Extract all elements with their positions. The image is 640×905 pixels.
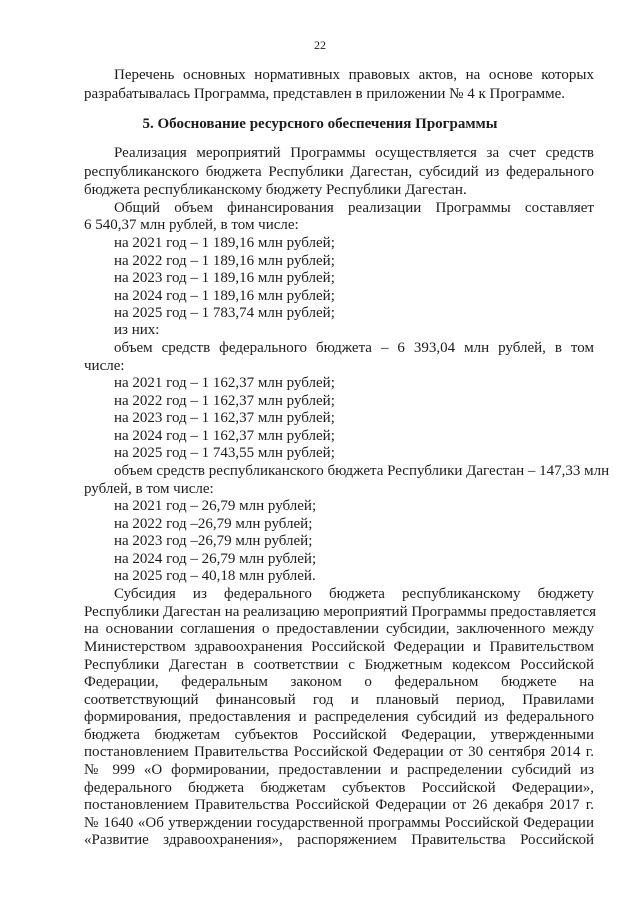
text-line: Республики Дагестан в соответствии с Бюджетным кодексом Российской	[84, 657, 594, 673]
list-item: на 2022 год – 1 162,37 млн рублей;	[114, 393, 335, 409]
text-line: рублей, в том числе:	[84, 481, 214, 497]
list-item: на 2025 год – 1 743,55 млн рублей;	[114, 445, 335, 461]
text-line: формирования, предоставления и распределения субсидий из федерального	[84, 709, 594, 725]
text-line: Республики Дагестан на реализацию мероприятий Программы предоставляется	[84, 604, 597, 620]
list-item: на 2025 год – 1 783,74 млн рублей;	[114, 305, 335, 321]
list-item: на 2021 год – 1 189,16 млн рублей;	[114, 235, 335, 251]
section-heading: 5. Обоснование ресурсного обеспечения Программы	[142, 116, 498, 132]
text-line: бюджета республиканскому бюджету Республики Дагестан.	[84, 182, 467, 198]
list-item: на 2022 год – 1 189,16 млн рублей;	[114, 253, 335, 269]
text-line: 6 540,37 млн рублей, в том числе:	[84, 217, 299, 233]
text-line: Министерством здравоохранения Российской Федерации и Правительством	[84, 639, 594, 655]
list-item: на 2024 год – 1 189,16 млн рублей;	[114, 288, 335, 304]
text-line: № 999 «О формировании, предоставлении и распределении субсидий из	[84, 762, 594, 778]
text-line: на основании соглашения о предоставлении субсидии, заключенного между	[84, 621, 594, 637]
text-line: федерального бюджета бюджетам субъектов Российской Федерации»,	[84, 780, 594, 796]
intro-line-2: разрабатывалась Программа, представлен в приложении № 4 к Программе.	[84, 86, 566, 102]
list-item: на 2022 год –26,79 млн рублей;	[114, 516, 313, 532]
list-item: на 2021 год – 26,79 млн рублей;	[114, 498, 317, 514]
text-line: республиканского бюджета Республики Дагестан, субсидий из федерального	[84, 164, 594, 180]
list-item: на 2021 год – 1 162,37 млн рублей;	[114, 375, 335, 391]
text-line: соответствующий финансовый год и плановый период, Правилами	[84, 692, 594, 708]
text-line: Субсидия из федерального бюджета республиканскому бюджету	[114, 586, 594, 602]
text-line: Общий объем финансирования реализации Программы составляет	[114, 200, 594, 216]
list-item: на 2024 год – 26,79 млн рублей;	[114, 551, 317, 567]
text-line: числе:	[84, 358, 125, 374]
text-line: № 1640 «Об утверждении государственной программы Российской Федерации	[84, 815, 594, 831]
text-line: постановлением Правительства Российской Федерации от 30 сентября 2014 г.	[84, 744, 594, 760]
text-line: из них:	[114, 322, 160, 338]
list-item: на 2023 год – 1 189,16 млн рублей;	[114, 270, 335, 286]
text-line: объем средств федерального бюджета – 6 393,04 млн рублей, в том	[114, 340, 594, 356]
list-item: на 2025 год – 40,18 млн рублей.	[114, 568, 316, 584]
text-line: Реализация мероприятий Программы осуществляется за счет средств	[114, 145, 594, 161]
intro-line-1: Перечень основных нормативных правовых актов, на основе которых	[114, 67, 594, 83]
text-line: постановлением Правительства Российской Федерации от 26 декабря 2017 г.	[84, 797, 594, 813]
text-line: Федерации, федеральным законом о федеральном бюджете на	[84, 674, 594, 690]
text-line: объем средств республиканского бюджета Республики Дагестан – 147,33 млн	[114, 463, 610, 479]
list-item: на 2023 год – 1 162,37 млн рублей;	[114, 410, 335, 426]
list-item: на 2023 год –26,79 млн рублей;	[114, 533, 313, 549]
list-item: на 2024 год – 1 162,37 млн рублей;	[114, 428, 335, 444]
text-line: бюджета бюджетам субъектов Российской Федерации, утвержденными	[84, 727, 594, 743]
page-number: 22	[314, 38, 326, 52]
text-line: «Развитие здравоохранения», распоряжением Правительства Российской	[84, 832, 594, 848]
